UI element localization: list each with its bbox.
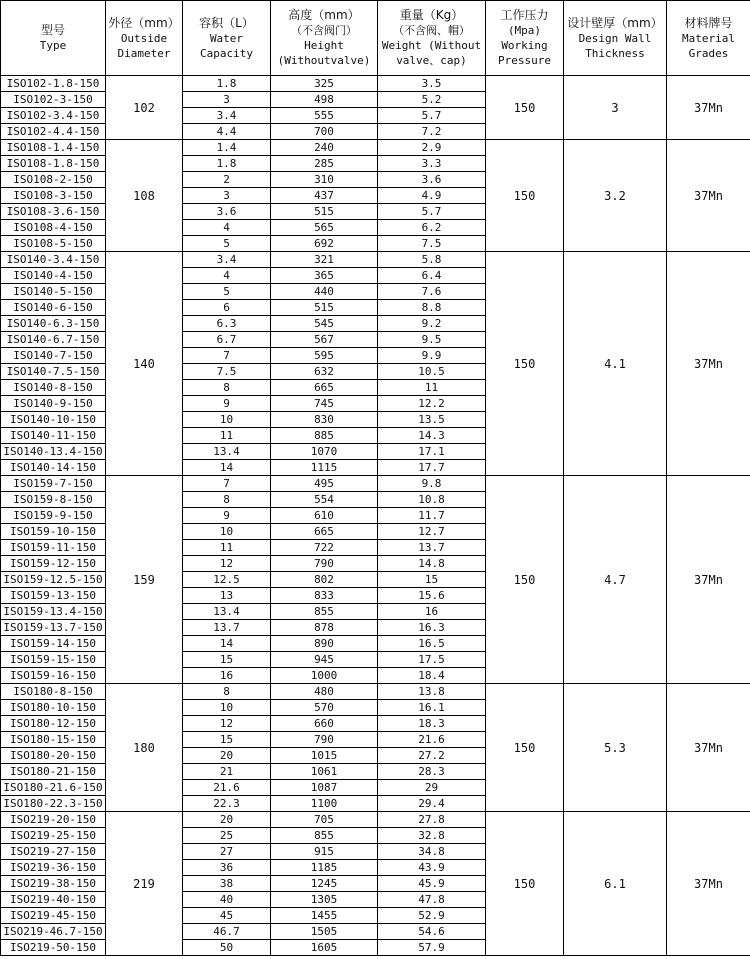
height-cell: 495 — [271, 476, 378, 492]
material-cell: 37Mn — [667, 76, 750, 140]
type-cell: ISO159-13-150 — [1, 588, 106, 604]
capacity-cell: 27 — [183, 844, 271, 860]
weight-cell: 16 — [378, 604, 486, 620]
diameter-cell: 140 — [106, 252, 183, 476]
weight-cell: 57.9 — [378, 940, 486, 956]
material-cell: 37Mn — [667, 140, 750, 252]
capacity-cell: 6.7 — [183, 332, 271, 348]
table-row — [1, 476, 750, 492]
wall-thickness-cell: 3.2 — [564, 140, 667, 252]
table-header — [1, 1, 750, 76]
type-cell: ISO219-36-150 — [1, 860, 106, 876]
capacity-cell: 12 — [183, 716, 271, 732]
height-cell: 555 — [271, 108, 378, 124]
weight-cell: 5.7 — [378, 108, 486, 124]
height-cell: 1115 — [271, 460, 378, 476]
capacity-cell: 11 — [183, 540, 271, 556]
height-cell: 310 — [271, 172, 378, 188]
height-cell: 660 — [271, 716, 378, 732]
weight-cell: 13.5 — [378, 412, 486, 428]
height-cell: 1000 — [271, 668, 378, 684]
type-cell: ISO140-11-150 — [1, 428, 106, 444]
weight-cell: 6.2 — [378, 220, 486, 236]
height-cell: 1185 — [271, 860, 378, 876]
type-cell: ISO108-4-150 — [1, 220, 106, 236]
height-cell: 790 — [271, 732, 378, 748]
capacity-cell: 21 — [183, 764, 271, 780]
capacity-cell: 15 — [183, 732, 271, 748]
height-cell: 1015 — [271, 748, 378, 764]
height-cell: 1305 — [271, 892, 378, 908]
height-cell: 440 — [271, 284, 378, 300]
height-cell: 1605 — [271, 940, 378, 956]
weight-cell: 12.2 — [378, 396, 486, 412]
capacity-cell: 5 — [183, 284, 271, 300]
height-cell: 855 — [271, 604, 378, 620]
header-sublabel: (Mpa) — [507, 24, 542, 37]
weight-cell: 34.8 — [378, 844, 486, 860]
capacity-cell: 11 — [183, 428, 271, 444]
weight-cell: 3.5 — [378, 76, 486, 92]
capacity-cell: 16 — [183, 668, 271, 684]
capacity-cell: 10 — [183, 700, 271, 716]
weight-cell: 27.8 — [378, 812, 486, 828]
type-cell: ISO159-10-150 — [1, 524, 106, 540]
capacity-cell: 46.7 — [183, 924, 271, 940]
height-cell: 595 — [271, 348, 378, 364]
height-cell: 890 — [271, 636, 378, 652]
capacity-cell: 20 — [183, 812, 271, 828]
height-cell: 692 — [271, 236, 378, 252]
capacity-cell: 25 — [183, 828, 271, 844]
capacity-cell: 40 — [183, 892, 271, 908]
type-cell: ISO102-3-150 — [1, 92, 106, 108]
type-cell: ISO159-12.5-150 — [1, 572, 106, 588]
height-cell: 705 — [271, 812, 378, 828]
header-sublabel: Material — [682, 31, 735, 45]
weight-cell: 18.4 — [378, 668, 486, 684]
header-sublabel: Height — [304, 39, 344, 52]
capacity-cell: 21.6 — [183, 780, 271, 796]
header-working-pressure — [486, 1, 564, 76]
header-sublabel: Thickness — [585, 46, 645, 60]
header-type — [1, 1, 106, 76]
height-cell: 515 — [271, 300, 378, 316]
height-cell: 833 — [271, 588, 378, 604]
header-label: 设计壁厚（mm） — [567, 15, 663, 30]
header-sublabel: Grades — [688, 46, 729, 60]
capacity-cell: 4.4 — [183, 124, 271, 140]
weight-cell: 45.9 — [378, 876, 486, 892]
wall-thickness-cell: 3 — [564, 76, 667, 140]
type-cell: ISO180-12-150 — [1, 716, 106, 732]
header-height — [271, 1, 378, 76]
header-sublabel: Type — [39, 39, 67, 52]
capacity-cell: 1.4 — [183, 140, 271, 156]
height-cell: 1061 — [271, 764, 378, 780]
header-sublabel: （不含阀、帽） — [393, 24, 470, 37]
capacity-cell: 13.4 — [183, 444, 271, 460]
type-cell: ISO140-3.4-150 — [1, 252, 106, 268]
type-cell: ISO159-13.4-150 — [1, 604, 106, 620]
height-cell: 885 — [271, 428, 378, 444]
capacity-cell: 9 — [183, 396, 271, 412]
height-cell: 480 — [271, 684, 378, 700]
header-outside-diameter — [106, 1, 183, 76]
height-cell: 610 — [271, 508, 378, 524]
capacity-cell: 6.3 — [183, 316, 271, 332]
weight-cell: 15.6 — [378, 588, 486, 604]
type-cell: ISO108-2-150 — [1, 172, 106, 188]
capacity-cell: 15 — [183, 652, 271, 668]
weight-cell: 18.3 — [378, 716, 486, 732]
header-label: 材料牌号 — [684, 15, 733, 30]
height-cell: 632 — [271, 364, 378, 380]
type-cell: ISO140-9-150 — [1, 396, 106, 412]
weight-cell: 15 — [378, 572, 486, 588]
material-cell: 37Mn — [667, 252, 750, 476]
capacity-cell: 14 — [183, 460, 271, 476]
header-material-grades — [667, 1, 750, 76]
diameter-cell: 108 — [106, 140, 183, 252]
type-cell: ISO140-10-150 — [1, 412, 106, 428]
capacity-cell: 36 — [183, 860, 271, 876]
type-cell: ISO102-3.4-150 — [1, 108, 106, 124]
pressure-cell: 150 — [486, 812, 564, 956]
header-label: 容积（L） — [199, 15, 254, 30]
header-label: 外径（mm） — [108, 15, 180, 30]
type-cell: ISO159-7-150 — [1, 476, 106, 492]
height-cell: 790 — [271, 556, 378, 572]
weight-cell: 32.8 — [378, 828, 486, 844]
height-cell: 878 — [271, 620, 378, 636]
type-cell: ISO159-8-150 — [1, 492, 106, 508]
weight-cell: 6.4 — [378, 268, 486, 284]
diameter-cell: 102 — [106, 76, 183, 140]
type-cell: ISO219-20-150 — [1, 812, 106, 828]
header-sublabel: Pressure — [498, 54, 551, 67]
weight-cell: 7.2 — [378, 124, 486, 140]
weight-cell: 8.8 — [378, 300, 486, 316]
weight-cell: 12.7 — [378, 524, 486, 540]
weight-cell: 7.6 — [378, 284, 486, 300]
capacity-cell: 1.8 — [183, 156, 271, 172]
type-cell: ISO140-8-150 — [1, 380, 106, 396]
pressure-cell: 150 — [486, 476, 564, 684]
type-cell: ISO140-13.4-150 — [1, 444, 106, 460]
capacity-cell: 12 — [183, 556, 271, 572]
weight-cell: 10.5 — [378, 364, 486, 380]
wall-thickness-cell: 5.3 — [564, 684, 667, 812]
height-cell: 545 — [271, 316, 378, 332]
type-cell: ISO180-20-150 — [1, 748, 106, 764]
capacity-cell: 45 — [183, 908, 271, 924]
height-cell: 285 — [271, 156, 378, 172]
header-sublabel: Capacity — [200, 46, 253, 60]
height-cell: 567 — [271, 332, 378, 348]
diameter-cell: 219 — [106, 812, 183, 956]
capacity-cell: 2 — [183, 172, 271, 188]
diameter-cell: 159 — [106, 476, 183, 684]
type-cell: ISO140-7.5-150 — [1, 364, 106, 380]
capacity-cell: 1.8 — [183, 76, 271, 92]
capacity-cell: 20 — [183, 748, 271, 764]
type-cell: ISO140-5-150 — [1, 284, 106, 300]
type-cell: ISO108-3-150 — [1, 188, 106, 204]
header-sublabel: （不含阀门） — [291, 24, 357, 37]
weight-cell: 17.5 — [378, 652, 486, 668]
type-cell: ISO180-22.3-150 — [1, 796, 106, 812]
weight-cell: 14.8 — [378, 556, 486, 572]
height-cell: 565 — [271, 220, 378, 236]
type-cell: ISO108-1.4-150 — [1, 140, 106, 156]
type-cell: ISO180-21-150 — [1, 764, 106, 780]
type-cell: ISO140-14-150 — [1, 460, 106, 476]
header-sublabel: valve、cap) — [396, 54, 467, 67]
material-cell: 37Mn — [667, 476, 750, 684]
weight-cell: 13.7 — [378, 540, 486, 556]
header-sublabel: (Withoutvalve) — [277, 54, 371, 67]
height-cell: 1070 — [271, 444, 378, 460]
type-cell: ISO108-3.6-150 — [1, 204, 106, 220]
diameter-cell: 180 — [106, 684, 183, 812]
weight-cell: 2.9 — [378, 140, 486, 156]
header-sublabel: Diameter — [117, 46, 171, 60]
weight-cell: 16.3 — [378, 620, 486, 636]
weight-cell: 17.1 — [378, 444, 486, 460]
table-row — [1, 252, 750, 268]
type-cell: ISO219-27-150 — [1, 844, 106, 860]
weight-cell: 5.7 — [378, 204, 486, 220]
weight-cell: 7.5 — [378, 236, 486, 252]
header-wall-thickness — [564, 1, 667, 76]
type-cell: ISO108-1.8-150 — [1, 156, 106, 172]
table-row — [1, 812, 750, 828]
weight-cell: 9.8 — [378, 476, 486, 492]
capacity-cell: 14 — [183, 636, 271, 652]
wall-thickness-cell: 6.1 — [564, 812, 667, 956]
height-cell: 570 — [271, 700, 378, 716]
capacity-cell: 10 — [183, 524, 271, 540]
weight-cell: 28.3 — [378, 764, 486, 780]
capacity-cell: 3 — [183, 188, 271, 204]
weight-cell: 10.8 — [378, 492, 486, 508]
type-cell: ISO180-8-150 — [1, 684, 106, 700]
header-weight — [378, 1, 486, 76]
capacity-cell: 38 — [183, 876, 271, 892]
height-cell: 365 — [271, 268, 378, 284]
capacity-cell: 13.4 — [183, 604, 271, 620]
type-cell: ISO219-46.7-150 — [1, 924, 106, 940]
weight-cell: 43.9 — [378, 860, 486, 876]
weight-cell: 29 — [378, 780, 486, 796]
material-cell: 37Mn — [667, 812, 750, 956]
type-cell: ISO102-4.4-150 — [1, 124, 106, 140]
type-cell: ISO219-38-150 — [1, 876, 106, 892]
height-cell: 321 — [271, 252, 378, 268]
type-cell: ISO140-6.3-150 — [1, 316, 106, 332]
type-cell: ISO180-10-150 — [1, 700, 106, 716]
type-cell: ISO159-13.7-150 — [1, 620, 106, 636]
weight-cell: 16.1 — [378, 700, 486, 716]
type-cell: ISO219-45-150 — [1, 908, 106, 924]
pressure-cell: 150 — [486, 140, 564, 252]
pressure-cell: 150 — [486, 76, 564, 140]
weight-cell: 3.6 — [378, 172, 486, 188]
height-cell: 515 — [271, 204, 378, 220]
type-cell: ISO180-15-150 — [1, 732, 106, 748]
type-cell: ISO219-40-150 — [1, 892, 106, 908]
height-cell: 1087 — [271, 780, 378, 796]
type-cell: ISO159-16-150 — [1, 668, 106, 684]
table-row — [1, 140, 750, 156]
height-cell: 1455 — [271, 908, 378, 924]
header-water-capacity — [183, 1, 271, 76]
weight-cell: 5.2 — [378, 92, 486, 108]
capacity-cell: 7 — [183, 476, 271, 492]
height-cell: 554 — [271, 492, 378, 508]
height-cell: 240 — [271, 140, 378, 156]
type-cell: ISO159-14-150 — [1, 636, 106, 652]
weight-cell: 11.7 — [378, 508, 486, 524]
height-cell: 945 — [271, 652, 378, 668]
height-cell: 1505 — [271, 924, 378, 940]
table-body — [1, 76, 750, 956]
height-cell: 665 — [271, 524, 378, 540]
height-cell: 915 — [271, 844, 378, 860]
weight-cell: 9.9 — [378, 348, 486, 364]
header-label: 重量（Kg） — [399, 8, 464, 22]
header-label: 高度（mm） — [288, 8, 360, 22]
capacity-cell: 8 — [183, 380, 271, 396]
height-cell: 665 — [271, 380, 378, 396]
type-cell: ISO180-21.6-150 — [1, 780, 106, 796]
weight-cell: 9.2 — [378, 316, 486, 332]
material-cell: 37Mn — [667, 684, 750, 812]
weight-cell: 4.9 — [378, 188, 486, 204]
capacity-cell: 4 — [183, 220, 271, 236]
weight-cell: 54.6 — [378, 924, 486, 940]
height-cell: 745 — [271, 396, 378, 412]
capacity-cell: 7.5 — [183, 364, 271, 380]
type-cell: ISO159-9-150 — [1, 508, 106, 524]
capacity-cell: 6 — [183, 300, 271, 316]
capacity-cell: 8 — [183, 684, 271, 700]
table-row — [1, 76, 750, 92]
height-cell: 498 — [271, 92, 378, 108]
header-sublabel: Design Wall — [578, 31, 652, 45]
type-cell: ISO140-6.7-150 — [1, 332, 106, 348]
height-cell: 1100 — [271, 796, 378, 812]
capacity-cell: 7 — [183, 348, 271, 364]
type-cell: ISO159-15-150 — [1, 652, 106, 668]
header-sublabel: Water — [209, 31, 244, 45]
header-sublabel: Weight (Without — [381, 39, 482, 52]
pressure-cell: 150 — [486, 252, 564, 476]
type-cell: ISO102-1.8-150 — [1, 76, 106, 92]
weight-cell: 21.6 — [378, 732, 486, 748]
type-cell: ISO219-50-150 — [1, 940, 106, 956]
weight-cell: 11 — [378, 380, 486, 396]
capacity-cell: 10 — [183, 412, 271, 428]
type-cell: ISO140-7-150 — [1, 348, 106, 364]
weight-cell: 3.3 — [378, 156, 486, 172]
wall-thickness-cell: 4.1 — [564, 252, 667, 476]
header-row — [1, 1, 750, 76]
type-cell: ISO159-11-150 — [1, 540, 106, 556]
height-cell: 722 — [271, 540, 378, 556]
table-row — [1, 684, 750, 700]
capacity-cell: 8 — [183, 492, 271, 508]
weight-cell: 47.8 — [378, 892, 486, 908]
capacity-cell: 3 — [183, 92, 271, 108]
capacity-cell: 4 — [183, 268, 271, 284]
capacity-cell: 13 — [183, 588, 271, 604]
height-cell: 437 — [271, 188, 378, 204]
type-cell: ISO219-25-150 — [1, 828, 106, 844]
weight-cell: 9.5 — [378, 332, 486, 348]
weight-cell: 5.8 — [378, 252, 486, 268]
header-label: 型号 — [40, 23, 65, 37]
capacity-cell: 3.4 — [183, 252, 271, 268]
weight-cell: 14.3 — [378, 428, 486, 444]
height-cell: 325 — [271, 76, 378, 92]
height-cell: 802 — [271, 572, 378, 588]
capacity-cell: 5 — [183, 236, 271, 252]
capacity-cell: 9 — [183, 508, 271, 524]
wall-thickness-cell: 4.7 — [564, 476, 667, 684]
height-cell: 830 — [271, 412, 378, 428]
capacity-cell: 12.5 — [183, 572, 271, 588]
type-cell: ISO108-5-150 — [1, 236, 106, 252]
capacity-cell: 3.4 — [183, 108, 271, 124]
header-sublabel: Outside — [120, 31, 168, 45]
capacity-cell: 3.6 — [183, 204, 271, 220]
type-cell: ISO140-6-150 — [1, 300, 106, 316]
weight-cell: 52.9 — [378, 908, 486, 924]
capacity-cell: 13.7 — [183, 620, 271, 636]
capacity-cell: 50 — [183, 940, 271, 956]
header-label: 工作压力 — [500, 8, 549, 22]
height-cell: 1245 — [271, 876, 378, 892]
weight-cell: 27.2 — [378, 748, 486, 764]
weight-cell: 16.5 — [378, 636, 486, 652]
weight-cell: 17.7 — [378, 460, 486, 476]
header-sublabel: Working — [501, 39, 548, 52]
type-cell: ISO159-12-150 — [1, 556, 106, 572]
pressure-cell: 150 — [486, 684, 564, 812]
height-cell: 855 — [271, 828, 378, 844]
capacity-cell: 22.3 — [183, 796, 271, 812]
weight-cell: 29.4 — [378, 796, 486, 812]
height-cell: 700 — [271, 124, 378, 140]
type-cell: ISO140-4-150 — [1, 268, 106, 284]
weight-cell: 13.8 — [378, 684, 486, 700]
